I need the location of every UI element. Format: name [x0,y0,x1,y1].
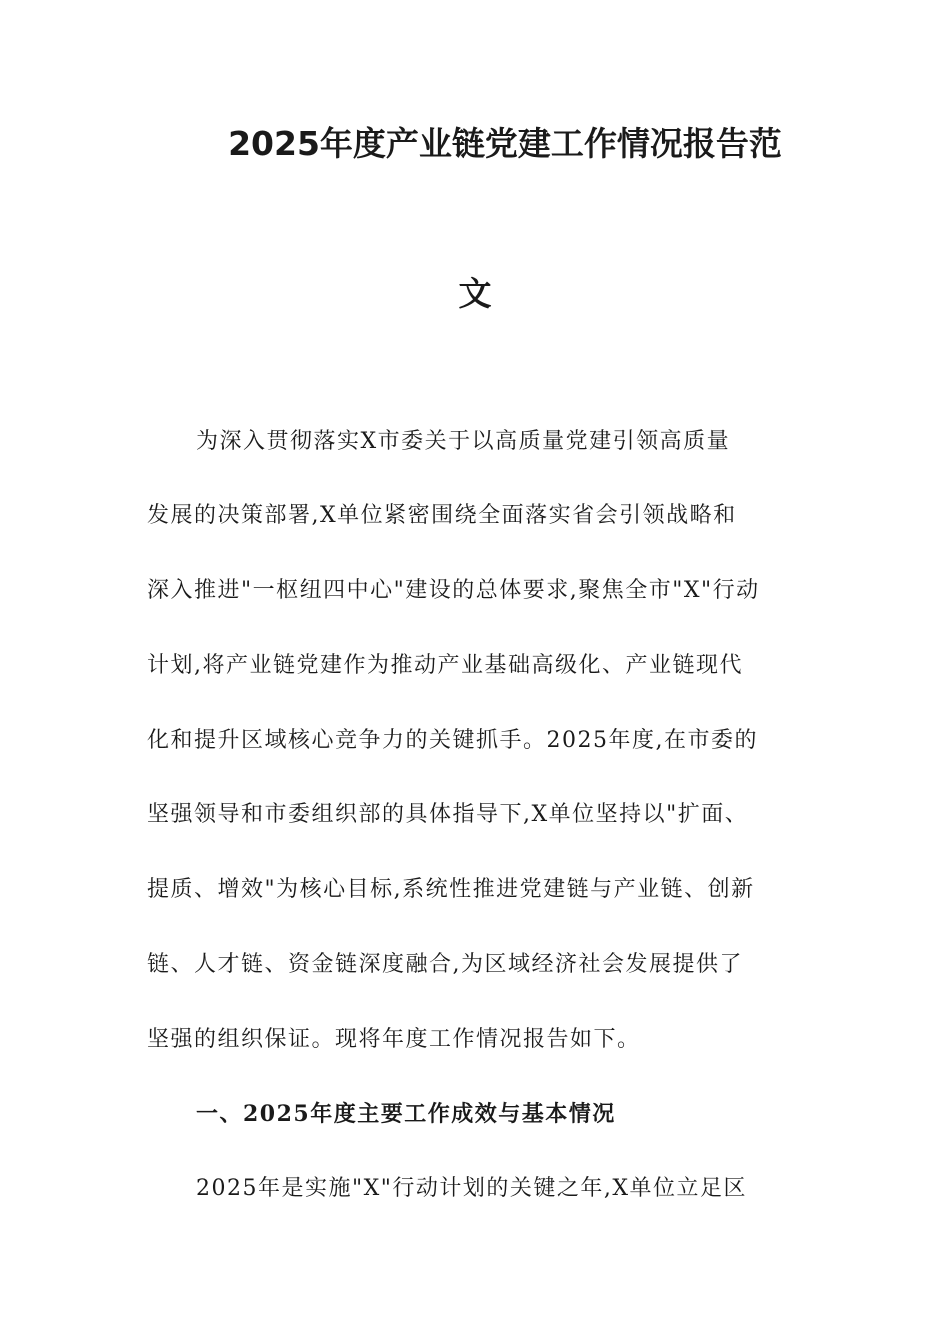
paragraph-line: 化和提升区域核心竞争力的关键抓手。2025年度,在市委的 [147,728,758,753]
paragraph-line: 计划,将产业链党建作为推动产业基础高级化、产业链现代 [147,653,743,678]
paragraph-line: 坚强领导和市委组织部的具体指导下,X单位坚持以"扩面、 [147,802,749,827]
paragraph-line: 深入推进"一枢纽四中心"建设的总体要求,聚焦全市"X"行动 [147,578,760,603]
paragraph-line: 坚强的组织保证。现将年度工作情况报告如下。 [147,1027,641,1052]
document-title-line-1: 2025年度产业链党建工作情况报告范 [228,124,782,163]
section-heading: 一、2025年度主要工作成效与基本情况 [196,1101,616,1127]
document-title-line-2: 文 [458,274,492,313]
paragraph-line: 发展的决策部署,X单位紧密围绕全面落实省会引领战略和 [147,503,737,528]
paragraph-line: 为深入贯彻落实X市委关于以高质量党建引领高质量 [196,429,731,454]
paragraph-line: 提质、增效"为核心目标,系统性推进党建链与产业链、创新 [147,877,755,902]
paragraph-line: 链、人才链、资金链深度融合,为区域经济社会发展提供了 [147,952,743,977]
paragraph-line: 2025年是实施"X"行动计划的关键之年,X单位立足区 [196,1176,748,1201]
